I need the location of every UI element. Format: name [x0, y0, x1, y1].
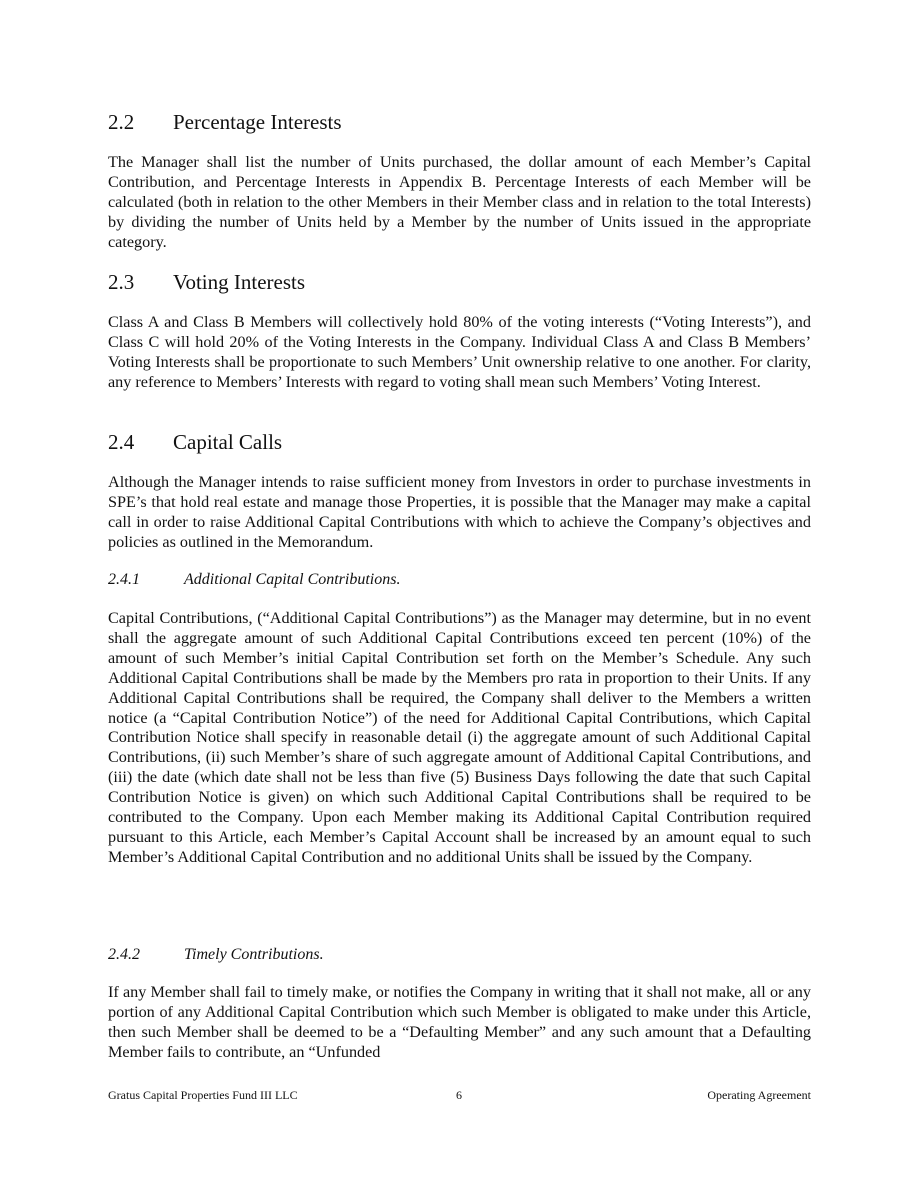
section-title: Capital Calls [173, 430, 283, 454]
subsection-heading-2-4-1 [108, 570, 400, 590]
section-body-2-2: The Manager shall list the number of Units purchased, the dollar amount of each Member’s Capital Contribution, and Percentage Interests in Appendix B. Percentage Interests of each Member will be calculated (both in relation to the other Members in their Member class and in relation to the total Interests) by dividing the number of Units held by a Member by the number of Units issued in the appropriate category. [108, 153, 811, 251]
subsection-number: 2.4.2 [108, 946, 140, 963]
section-title: Percentage Interests [173, 110, 342, 134]
subsection-title: Additional Capital Contributions. [184, 571, 401, 588]
page-footer [108, 1087, 811, 1103]
subsection-number: 2.4.1 [108, 571, 140, 588]
subsection-body-2-4-2: If any Member shall fail to timely make, or notifies the Company in writing that it shall not make, all or any portion of any Additional Capital Contribution which such Member is obligated to make under this Article, then such Member shall be deemed to be a “Defaulting Member” and any such amount that a Defaulting Member fails to contribute, an “Unfunded [108, 983, 811, 1061]
section-body-2-4: Although the Manager intends to raise sufficient money from Investors in order to purchase investments in SPE’s that hold real estate and manage those Properties, it is possible that the Manager may make a capital call in order to raise Additional Capital Contributions with which to achieve the Company’s objectives and policies as outlined in the Memorandum. [108, 473, 811, 551]
footer-document-title: Operating Agreement [707, 1088, 811, 1102]
section-title: Voting Interests [173, 270, 306, 294]
subsection-heading-2-4-2 [108, 945, 324, 965]
subsection-body-2-4-1: Capital Contributions, (“Additional Capital Contributions”) as the Manager may determine, but in no event shall the aggregate amount of such Additional Capital Contributions exceed ten percent (10%) of the amount of such Member’s initial Capital Contribution set forth on the Member’s Schedule. Any such Additional Capital Contributions shall be made by the Members pro rata in proportion to their Units. If any Additional Capital Contributions shall be required, the Company shall deliver to the Members a written notice (a “Capital Contribution Notice”) of the need for Additional Capital Contributions, which Capital Contribution Notice shall specify in reasonable detail (i) the aggregate amount of such Additional Capital Contributions, (ii) such Member’s share of such aggregate amount of Additional Capital Contributions, and (iii) the date (which date shall not be less than five (5) Business Days following the date that such Capital Contribution Notice is given) on which such Additional Capital Contributions shall be required to be contributed to the Company. Upon each Member making its Additional Capital Contribution required pursuant to this Article, each Member’s Capital Account shall be increased by an amount equal to such Member’s Additional Capital Contribution and no additional Units shall be issued by the Company. [108, 609, 811, 866]
section-number: 2.4 [108, 430, 135, 454]
section-heading-2-2 [108, 110, 342, 134]
footer-company-name: Gratus Capital Properties Fund III LLC [108, 1088, 298, 1102]
footer-page-number: 6 [456, 1088, 462, 1102]
section-number: 2.2 [108, 110, 135, 134]
subsection-title: Timely Contributions. [184, 946, 324, 963]
section-body-2-3: Class A and Class B Members will collectively hold 80% of the voting interests (“Voting Interests”), and Class C will hold 20% of the Voting Interests in the Company. Individual Class A and Class B Members’ Voting Interests shall be proportionate to such Members’ Unit ownership relative to one another. For clarity, any reference to Members’ Interests with regard to voting shall mean such Members’ Voting Interest. [108, 313, 811, 391]
section-number: 2.3 [108, 270, 135, 294]
section-heading-2-4 [108, 430, 282, 454]
section-heading-2-3 [108, 270, 305, 294]
